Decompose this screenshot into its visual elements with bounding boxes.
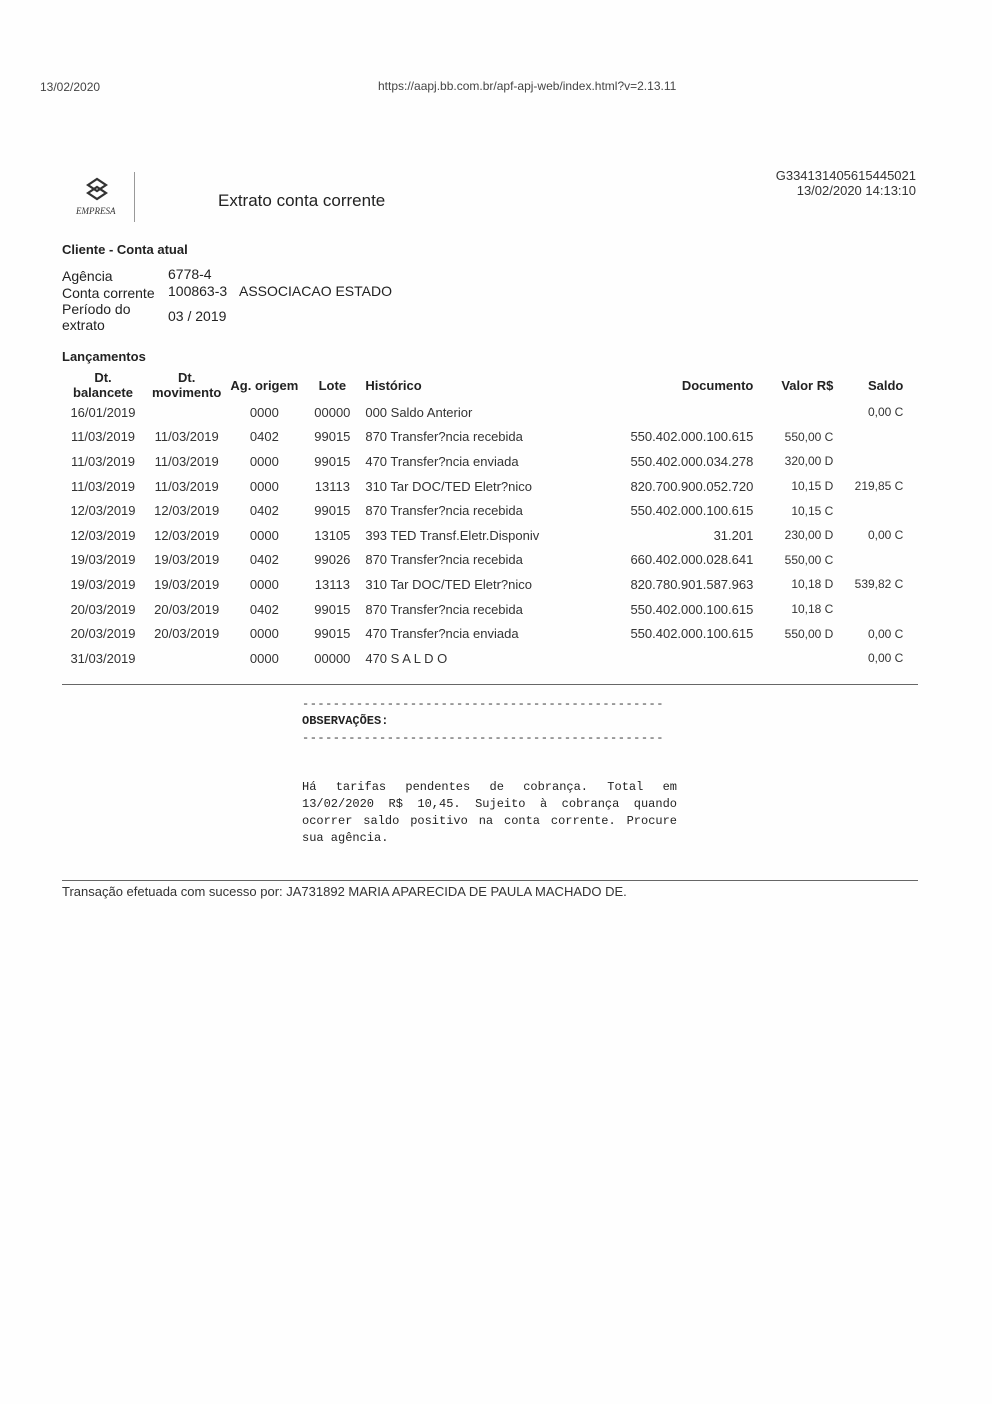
cell-valor: 10,18 C: [791, 602, 834, 617]
cell-historico: 310 Tar DOC/TED Eletr?nico: [365, 576, 533, 592]
cell-documento: [574, 646, 757, 671]
cell-valor: 10,15 D: [791, 479, 834, 494]
lancamentos-body: [58, 400, 907, 671]
cell-saldo: 0,00 C: [867, 651, 904, 666]
client-section-title: Cliente - Conta atual: [62, 242, 188, 257]
cell-lote: 99015: [314, 503, 351, 519]
cell-saldo: 219,85 C: [854, 479, 904, 494]
cell-lote: 99015: [314, 601, 351, 617]
footer-divider: [62, 880, 918, 881]
table-bottom-divider: [62, 684, 918, 685]
document-code: G334131405615445021: [775, 168, 916, 183]
footer-transaction-text: Transação efetuada com sucesso por: JA731892 MARIA APARECIDA DE PAULA MACHADO DE.: [62, 884, 627, 899]
print-date: 13/02/2020: [40, 80, 101, 94]
cell-lote: 99015: [314, 626, 351, 642]
table-row: [58, 572, 907, 597]
col-documento: Documento: [681, 377, 754, 393]
cell-documento: 31.201: [713, 527, 754, 543]
cell-dt-balancete: 11/03/2019: [70, 453, 136, 469]
cell-dt-balancete: 31/03/2019: [70, 650, 136, 666]
cell-valor: [757, 400, 837, 425]
cell-ag-origem: 0402: [249, 429, 279, 445]
col-ag-origem: Ag. origem: [230, 377, 299, 393]
table-row: [58, 498, 907, 523]
cell-ag-origem: 0000: [249, 527, 279, 543]
cell-saldo: [837, 449, 907, 474]
cell-lote: 13113: [314, 478, 350, 494]
bank-logo: [62, 172, 135, 222]
logo-caption: EMPRESA: [76, 206, 116, 216]
table-row: [58, 474, 907, 499]
cell-historico: 310 Tar DOC/TED Eletr?nico: [365, 478, 533, 494]
col-dt-balancete: [58, 370, 148, 400]
cell-ag-origem: 0402: [249, 552, 279, 568]
col-dt-balancete-line2: balancete: [73, 385, 133, 400]
cell-dt-movimento: [148, 400, 225, 425]
cell-valor: 550,00 C: [784, 429, 834, 444]
cell-ag-origem: 0000: [249, 576, 279, 592]
col-dt-balancete-line1: Dt.: [94, 370, 112, 385]
table-row: [58, 548, 907, 573]
cell-dt-movimento: 20/03/2019: [154, 601, 220, 617]
cell-dt-balancete: 20/03/2019: [70, 626, 136, 642]
cell-dt-balancete: 12/03/2019: [70, 503, 136, 519]
cell-ag-origem: 0000: [249, 453, 279, 469]
table-row: [58, 400, 907, 425]
cell-ag-origem: 0000: [249, 404, 279, 420]
cell-lote: 00000: [314, 650, 351, 666]
cell-documento: 550.402.000.100.615: [630, 503, 754, 519]
cell-valor: 10,18 D: [791, 577, 834, 592]
cell-dt-balancete: 12/03/2019: [70, 527, 136, 543]
cell-valor: 230,00 D: [784, 528, 834, 543]
table-row: [58, 425, 907, 450]
obs-title: OBSERVAÇÕES:: [302, 714, 389, 728]
cell-documento: 820.700.900.052.720: [630, 478, 754, 494]
document-meta: [776, 168, 916, 198]
document-datetime: 13/02/2020 14:13:10: [796, 183, 916, 198]
cell-lote: 99015: [314, 453, 351, 469]
cell-historico: 470 S A L D O: [365, 650, 448, 666]
cell-historico: 000 Saldo Anterior: [365, 404, 473, 420]
cell-dt-movimento: 11/03/2019: [154, 429, 219, 445]
cell-saldo: 0,00 C: [867, 528, 904, 543]
col-dt-movimento-line1: Dt.: [178, 370, 196, 385]
cell-ag-origem: 0000: [249, 650, 279, 666]
cell-dt-balancete: 11/03/2019: [70, 478, 136, 494]
col-historico: Histórico: [365, 377, 422, 393]
cell-documento: 660.402.000.028.641: [630, 552, 754, 568]
obs-dash-bottom: -----------------------------------------------: [302, 731, 664, 745]
cell-ag-origem: 0402: [249, 503, 279, 519]
page-title: Extrato conta corrente: [218, 191, 386, 210]
cell-dt-movimento: 11/03/2019: [154, 478, 219, 494]
table-row: [58, 621, 907, 646]
cell-dt-movimento: 11/03/2019: [154, 453, 219, 469]
periodo-label-line2: extrato: [62, 317, 105, 333]
cell-saldo: 539,82 C: [854, 577, 904, 592]
cell-saldo: [837, 548, 907, 573]
cell-valor: 320,00 D: [784, 454, 834, 469]
cell-saldo: [837, 597, 907, 622]
cell-lote: 99015: [314, 429, 351, 445]
cell-documento: 550.402.000.100.615: [630, 429, 754, 445]
table-row: [58, 449, 907, 474]
bank-logo-icon: [84, 176, 110, 202]
cell-ag-origem: 0000: [249, 478, 279, 494]
col-lote: Lote: [318, 377, 347, 393]
conta-value: 100863-3: [168, 283, 228, 299]
agencia-value: 6778-4: [168, 266, 212, 282]
cell-saldo: 0,00 C: [867, 626, 904, 641]
cell-ag-origem: 0000: [249, 626, 279, 642]
obs-text: Há tarifas pendentes de cobrança. Total em 13/02/2020 R$ 10,45. Sujeito à cobrança quando ocorrer saldo positivo na conta corrente. Procure sua agência.: [302, 780, 677, 845]
cell-dt-balancete: 20/03/2019: [70, 601, 136, 617]
cell-documento: 550.402.000.100.615: [630, 626, 754, 642]
periodo-label-line1: Período do: [62, 301, 131, 317]
cell-documento: [574, 400, 757, 425]
cell-lote: 13113: [314, 576, 350, 592]
cell-lote: 13105: [314, 527, 351, 543]
cell-dt-movimento: 12/03/2019: [154, 503, 220, 519]
table-row: [58, 597, 907, 622]
table-row: [58, 646, 907, 671]
cell-lote: 99026: [314, 552, 351, 568]
cell-documento: 820.780.901.587.963: [630, 576, 754, 592]
cell-valor: 550,00 D: [784, 626, 834, 641]
cell-documento: 550.402.000.034.278: [630, 453, 754, 469]
cell-dt-movimento: [148, 646, 225, 671]
cell-historico: 870 Transfer?ncia recebida: [365, 552, 523, 568]
cell-lote: 00000: [314, 404, 351, 420]
cell-historico: 870 Transfer?ncia recebida: [365, 601, 523, 617]
periodo-value: 03 / 2019: [168, 308, 227, 324]
col-valor: Valor R$: [781, 377, 834, 393]
obs-dash-top: -----------------------------------------------: [302, 697, 664, 711]
cell-historico: 470 Transfer?ncia enviada: [365, 626, 519, 642]
cell-valor: 10,15 C: [791, 503, 834, 518]
cell-ag-origem: 0402: [249, 601, 279, 617]
cell-historico: 470 Transfer?ncia enviada: [365, 453, 519, 469]
cell-valor: 550,00 C: [784, 552, 834, 567]
table-row: [58, 523, 907, 548]
cell-historico: 870 Transfer?ncia recebida: [365, 429, 523, 445]
cell-historico: 870 Transfer?ncia recebida: [365, 503, 523, 519]
cell-saldo: 0,00 C: [867, 405, 904, 420]
cell-dt-balancete: 19/03/2019: [70, 552, 136, 568]
cell-dt-balancete: 11/03/2019: [70, 429, 136, 445]
conta-label: Conta corrente: [62, 285, 155, 301]
cell-dt-movimento: 19/03/2019: [154, 576, 220, 592]
cell-documento: 550.402.000.100.615: [630, 601, 754, 617]
cell-historico: 393 TED Transf.Eletr.Disponiv: [365, 527, 540, 543]
cell-dt-balancete: 16/01/2019: [70, 404, 136, 420]
cell-dt-balancete: 19/03/2019: [70, 576, 136, 592]
col-saldo: Saldo: [867, 377, 904, 393]
cell-dt-movimento: 19/03/2019: [154, 552, 220, 568]
cell-saldo: [837, 425, 907, 450]
agencia-label: Agência: [62, 268, 113, 284]
col-dt-movimento: [148, 370, 225, 400]
cell-dt-movimento: 20/03/2019: [154, 626, 220, 642]
table-header-row: [58, 370, 907, 400]
cell-valor: [757, 646, 837, 671]
lancamentos-table: [58, 370, 907, 671]
col-dt-movimento-line2: movimento: [152, 385, 222, 400]
conta-name: ASSOCIACAO ESTADO: [239, 283, 392, 299]
cell-saldo: [837, 498, 907, 523]
cell-dt-movimento: 12/03/2019: [154, 527, 220, 543]
print-url: https://aapj.bb.com.br/apf-apj-web/index.html?v=2.13.11: [378, 79, 677, 93]
lancamentos-section-title: Lançamentos: [62, 349, 146, 364]
